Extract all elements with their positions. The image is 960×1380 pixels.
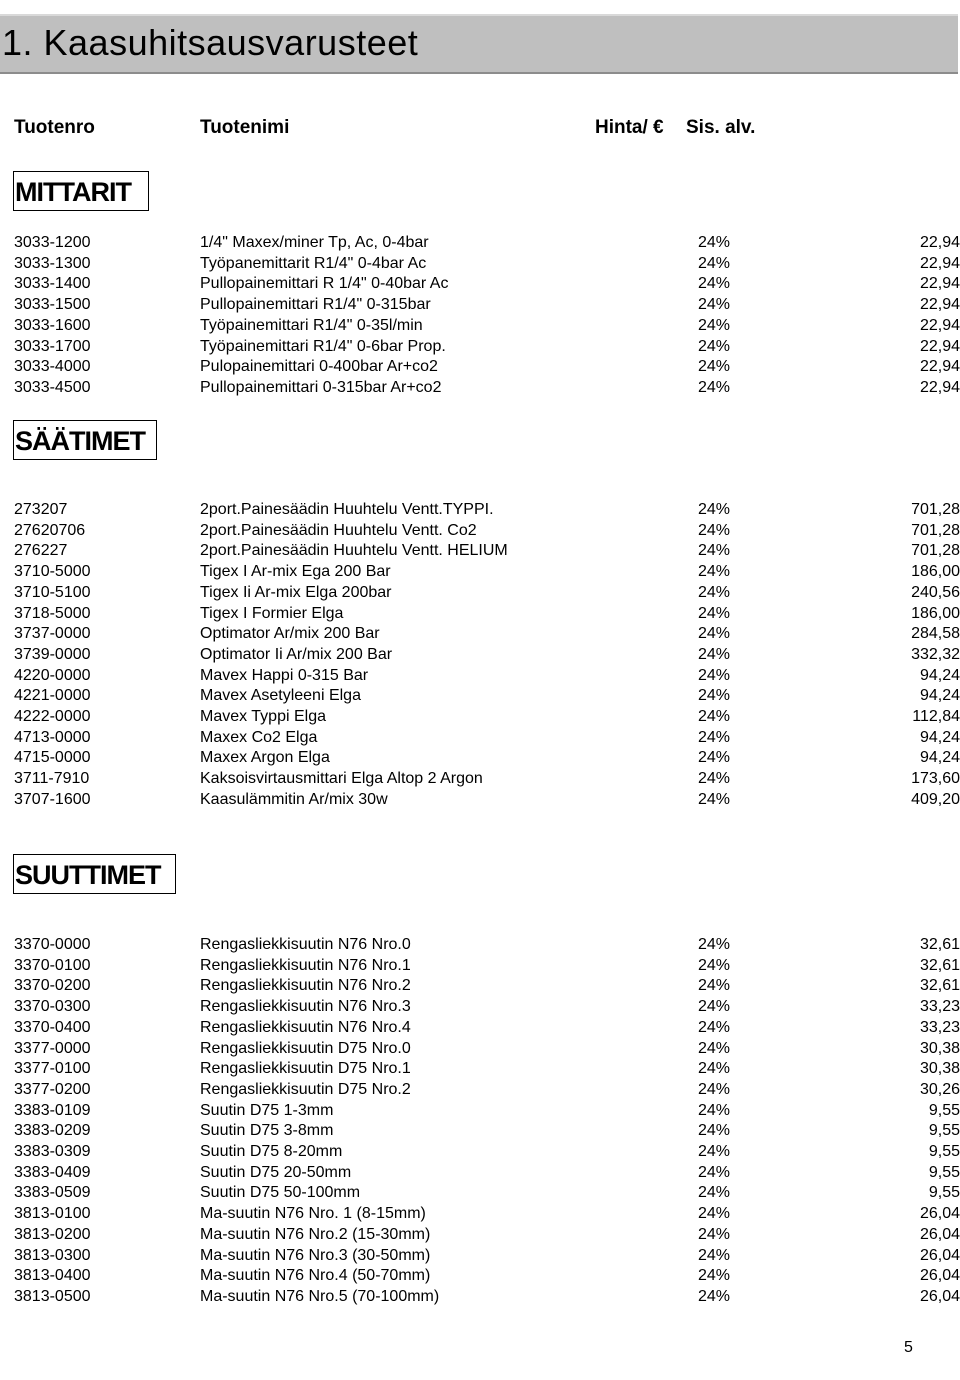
product-vat: 24% [698,296,731,314]
product-name: Rengasliekkisuutin N76 Nro.3 [200,998,411,1016]
product-price: 33,23 [919,998,960,1016]
product-vat: 24% [698,1205,731,1223]
product-code: 3377-0000 [14,1039,91,1057]
product-price: 186,00 [911,604,960,622]
product-code: 3813-0300 [14,1246,91,1264]
table-row [0,316,960,337]
product-code: 3813-0400 [14,1267,91,1285]
product-name: Ma-suutin N76 Nro. 1 (8-15mm) [200,1205,426,1223]
table-row [0,583,960,604]
table-row [0,707,960,728]
product-vat: 24% [698,1018,731,1036]
product-code: 3370-0200 [14,977,91,995]
product-code: 4220-0000 [14,666,91,684]
product-vat: 24% [698,790,731,808]
product-name: Rengasliekkisuutin N76 Nro.2 [200,977,411,995]
table-row [0,935,960,956]
product-name: Työpainemittari R1/4" 0-35l/min [200,316,423,334]
product-name: Ma-suutin N76 Nro.5 (70-100mm) [200,1287,440,1305]
product-code: 3377-0100 [14,1060,91,1078]
product-code: 27620706 [14,521,86,539]
table-row [0,1287,960,1308]
table-row [0,1059,960,1080]
table-row [0,748,960,769]
table-row [0,357,960,378]
product-vat: 24% [698,1143,731,1160]
product-name: 2port.Painesäädin Huuhtelu Ventt. Co2 [200,521,477,539]
product-code: 3707-1600 [14,790,91,808]
product-name: Pulopainemittari 0-400bar Ar+co2 [200,358,438,376]
product-price: 26,04 [919,1246,960,1264]
product-name: Rengasliekkisuutin N76 Nro.0 [200,936,411,953]
product-price: 94,24 [919,728,960,746]
product-name: Mavex Asetyleeni Elga [200,687,361,705]
table-row [0,956,960,977]
product-code: 3813-0200 [14,1225,91,1243]
product-vat: 24% [698,1287,731,1305]
product-name: 1/4" Maxex/miner Tp, Ac, 0-4bar [200,234,429,251]
product-name: Työpainemittari R1/4" 0-6bar Prop. [200,337,446,355]
product-name: Maxex Co2 Elga [200,728,318,746]
product-price: 26,04 [919,1287,960,1305]
product-code: 3370-0100 [14,956,91,974]
product-vat: 24% [698,625,731,643]
product-vat: 24% [698,542,731,560]
product-price: 112,84 [912,708,960,725]
product-code: 3370-0000 [14,936,91,953]
table-row [0,1142,960,1163]
product-name: Rengasliekkisuutin N76 Nro.4 [200,1018,411,1036]
product-name: Rengasliekkisuutin D75 Nro.0 [200,1039,411,1057]
table-row [0,521,960,542]
product-vat: 24% [698,1122,731,1140]
product-vat: 24% [698,770,731,788]
product-code: 3737-0000 [14,625,91,643]
product-code: 3813-0500 [14,1287,91,1305]
product-vat: 24% [698,956,731,974]
product-code: 3033-4500 [14,378,91,396]
product-price: 284,58 [911,625,960,643]
product-name: Maxex Argon Elga [200,749,330,767]
product-price: 22,94 [919,378,960,396]
product-name: Kaksoisvirtausmittari Elga Altop 2 Argon [200,770,483,788]
product-code: 3033-1400 [14,275,91,293]
product-code: 3739-0000 [14,645,91,663]
product-price: 30,26 [919,1080,960,1098]
product-vat: 24% [698,1039,731,1057]
product-code: 3033-1500 [14,296,91,314]
section-heading-saatimet: SÄÄTIMET [13,420,157,460]
product-vat: 24% [698,1225,731,1243]
product-vat: 24% [698,687,731,705]
product-name: Optimator Ii Ar/mix 200 Bar [200,645,393,663]
product-code: 3710-5000 [14,563,91,581]
column-header-vat: Sis. alv. [686,117,756,138]
product-name: Rengasliekkisuutin D75 Nro.1 [200,1060,411,1078]
table-row [0,1101,960,1122]
product-price: 30,38 [919,1060,960,1078]
product-code: 3383-0309 [14,1143,91,1160]
product-name: Tigex I Formier Elga [200,604,344,622]
product-code: 3370-0400 [14,1018,91,1036]
product-vat: 24% [698,337,731,355]
table-row [0,976,960,997]
product-name: 2port.Painesäädin Huuhtelu Ventt. HELIUM [200,542,508,560]
product-code: 3710-5100 [14,583,91,601]
table-row [0,1266,960,1287]
product-price: 186,00 [911,563,960,581]
product-name: Tigex I Ar-mix Ega 200 Bar [200,563,391,581]
product-name: Ma-suutin N76 Nro.4 (50-70mm) [200,1267,431,1285]
product-code: 3383-0509 [14,1184,91,1202]
product-name: Suutin D75 20-50mm [200,1163,352,1181]
table-row [0,337,960,358]
product-name: 2port.Painesäädin Huuhtelu Ventt.TYPPI. [200,501,494,518]
product-price: 409,20 [911,790,960,808]
product-code: 3383-0409 [14,1163,91,1181]
table-row [0,645,960,666]
product-code: 3813-0100 [14,1205,91,1223]
product-price: 32,61 [919,936,960,953]
table-row [0,686,960,707]
product-vat: 24% [698,275,731,293]
product-name: Mavex Typpi Elga [200,708,326,725]
product-price: 33,23 [919,1018,960,1036]
table-row [0,378,960,399]
table-row [0,1225,960,1246]
product-code: 4713-0000 [14,728,91,746]
product-vat: 24% [698,977,731,995]
product-price: 332,32 [911,645,960,663]
product-vat: 24% [698,666,731,684]
product-name: Suutin D75 3-8mm [200,1122,334,1140]
column-header-name: Tuotenimi [200,117,290,138]
product-price: 701,28 [911,521,960,539]
product-vat: 24% [698,254,731,272]
section-heading-mittarit: MITTARIT [13,171,149,211]
product-price: 22,94 [919,254,960,272]
product-price: 9,55 [928,1101,960,1119]
table-row [0,1246,960,1267]
product-code: 3033-4000 [14,358,91,376]
product-vat: 24% [698,728,731,746]
table-row [0,1039,960,1060]
product-vat: 24% [698,1060,731,1078]
table-row [0,1183,960,1204]
product-code: 3033-1700 [14,337,91,355]
product-code: 3383-0209 [14,1122,91,1140]
product-name: Suutin D75 50-100mm [200,1184,361,1202]
product-vat: 24% [698,1184,731,1202]
product-vat: 24% [698,378,731,396]
product-price: 94,24 [919,749,960,767]
product-price: 240,56 [911,583,960,601]
product-code: 273207 [14,501,68,518]
product-name: Tigex Ii Ar-mix Elga 200bar [200,583,392,601]
product-price: 26,04 [919,1225,960,1243]
product-price: 9,55 [928,1122,960,1140]
product-code: 4222-0000 [14,708,91,725]
product-name: Pullopainemittari R1/4" 0-315bar [200,296,431,314]
product-code: 3383-0109 [14,1101,91,1119]
product-price: 22,94 [919,358,960,376]
product-price: 701,28 [911,542,960,560]
product-vat: 24% [698,234,731,251]
product-price: 701,28 [911,501,960,518]
product-price: 30,38 [919,1039,960,1057]
product-name: Pullopainemittari 0-315bar Ar+co2 [200,378,442,396]
product-code: 3377-0200 [14,1080,91,1098]
product-vat: 24% [698,936,731,953]
product-price: 9,55 [928,1184,960,1202]
product-vat: 24% [698,1267,731,1285]
table-row [0,790,960,811]
product-price: 173,60 [911,770,960,788]
product-code: 4221-0000 [14,687,91,705]
product-vat: 24% [698,358,731,376]
product-price: 9,55 [928,1143,960,1160]
table-row [0,233,960,254]
table-row [0,1080,960,1101]
product-code: 3370-0300 [14,998,91,1016]
product-price: 26,04 [919,1205,960,1223]
table-row [0,254,960,275]
section-heading-suuttimet: SUUTTIMET [13,854,176,894]
product-vat: 24% [698,501,731,518]
table-row [0,666,960,687]
product-price: 22,94 [919,316,960,334]
product-vat: 24% [698,998,731,1016]
table-row [0,1163,960,1184]
product-vat: 24% [698,1246,731,1264]
product-name: Suutin D75 1-3mm [200,1101,334,1119]
page-number: 5 [904,1339,913,1356]
product-price: 22,94 [919,234,960,251]
table-row [0,997,960,1018]
product-price: 26,04 [919,1267,960,1285]
table-row [0,1204,960,1225]
table-row [0,500,960,521]
product-price: 32,61 [919,956,960,974]
column-header-price: Hinta/ € [595,117,664,138]
product-code: 3711-7910 [14,770,90,788]
product-vat: 24% [698,521,731,539]
product-code: 3033-1600 [14,316,91,334]
product-vat: 24% [698,749,731,767]
product-name: Rengasliekkisuutin D75 Nro.2 [200,1080,411,1098]
product-code: 3033-1200 [14,234,91,251]
product-price: 32,61 [919,977,960,995]
product-vat: 24% [698,645,731,663]
table-row [0,274,960,295]
table-row [0,295,960,316]
product-price: 94,24 [919,687,960,705]
column-header-code: Tuotenro [14,117,95,138]
product-price: 22,94 [919,296,960,314]
product-price: 9,55 [928,1163,960,1181]
product-name: Ma-suutin N76 Nro.3 (30-50mm) [200,1246,431,1264]
product-vat: 24% [698,316,731,334]
product-vat: 24% [698,563,731,581]
product-code: 3718-5000 [14,604,91,622]
product-vat: 24% [698,604,731,622]
product-name: Kaasulämmitin Ar/mix 30w [200,790,388,808]
page-title: 1. Kaasuhitsausvarusteet [2,22,419,63]
table-row [0,604,960,625]
product-price: 22,94 [919,275,960,293]
product-price: 22,94 [919,337,960,355]
product-name: Rengasliekkisuutin N76 Nro.1 [200,956,411,974]
table-row [0,624,960,645]
product-price: 94,24 [919,666,960,684]
product-name: Ma-suutin N76 Nro.2 (15-30mm) [200,1225,431,1243]
product-name: Pullopainemittari R 1/4" 0-40bar Ac [200,275,449,293]
table-row [0,1018,960,1039]
product-name: Mavex Happi 0-315 Bar [200,666,369,684]
product-name: Suutin D75 8-20mm [200,1143,343,1160]
product-vat: 24% [698,1080,731,1098]
product-name: Optimator Ar/mix 200 Bar [200,625,380,643]
product-name: Työpanemittarit R1/4" 0-4bar Ac [200,254,427,272]
product-vat: 24% [698,1101,731,1119]
table-row [0,541,960,562]
product-code: 3033-1300 [14,254,91,272]
product-code: 276227 [14,542,68,560]
product-code: 4715-0000 [14,749,91,767]
table-row [0,562,960,583]
product-vat: 24% [698,708,731,725]
table-row [0,728,960,749]
table-row [0,769,960,790]
table-row [0,1121,960,1142]
product-vat: 24% [698,1163,731,1181]
product-vat: 24% [698,583,731,601]
